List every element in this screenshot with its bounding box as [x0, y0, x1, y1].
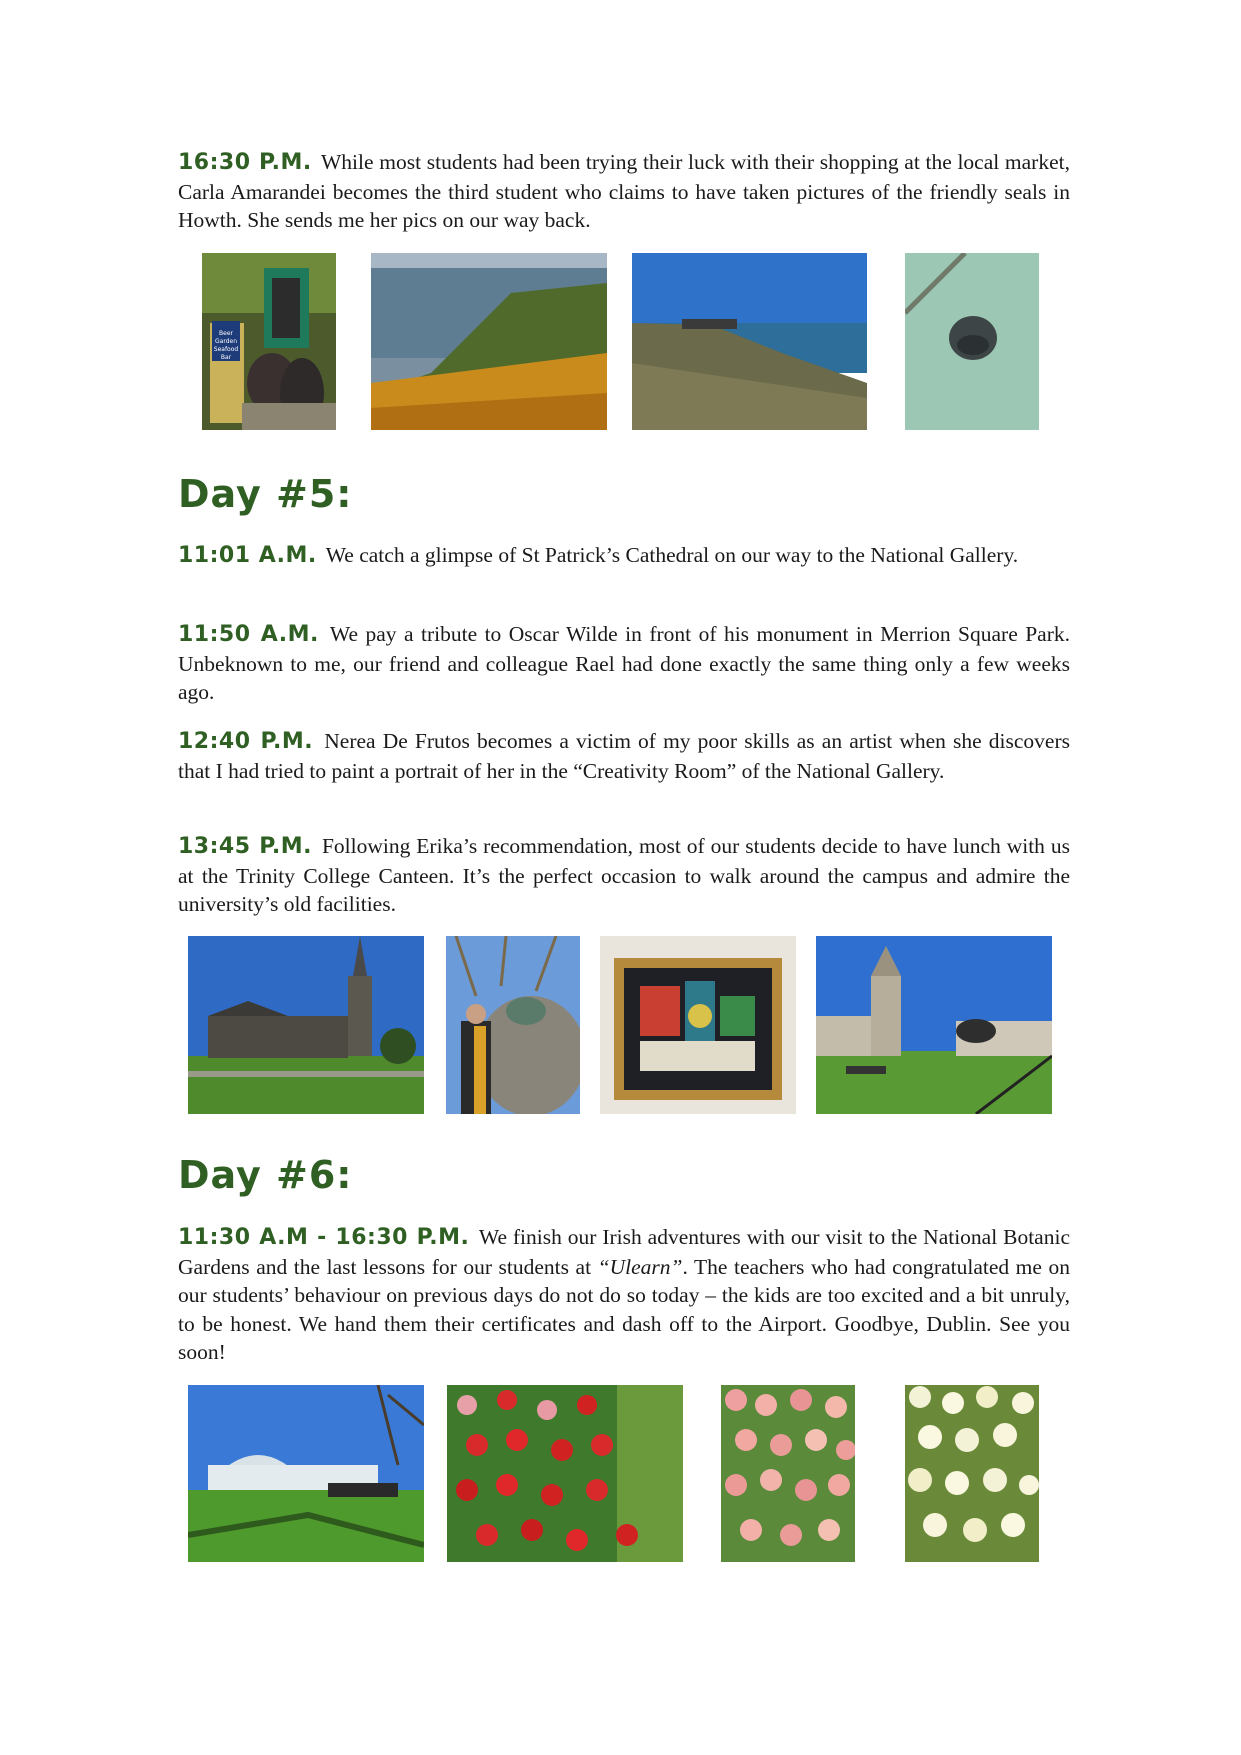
- photo-gallery-painting: [600, 936, 796, 1114]
- photo-white-tulips: [905, 1385, 1039, 1562]
- photo-oscar-wilde-monument: [446, 936, 580, 1114]
- entry-time: 12:40 P.M.: [178, 729, 314, 754]
- entry-16-30: [178, 148, 1070, 235]
- entry-time: 16:30 P.M.: [178, 150, 312, 175]
- svg-text:Bar: Bar: [220, 354, 232, 361]
- entry-time: 11:01 A.M.: [178, 543, 317, 568]
- svg-text:Garden: Garden: [215, 338, 237, 345]
- entry-time: 13:45 P.M.: [178, 834, 312, 859]
- photo-seal-harbour: [905, 253, 1039, 430]
- svg-text:Beer: Beer: [219, 330, 233, 337]
- entry-11-50: [178, 620, 1070, 707]
- entry-time: 11:30 A.M - 16:30 P.M.: [178, 1225, 470, 1250]
- entry-text-before: We finish our Irish adventures with our visit to the National Botanic Gardens and the last lessons for our students at: [178, 1225, 1070, 1279]
- photo-cliff-walk-group: [632, 253, 867, 430]
- entry-12-40: [178, 727, 1070, 785]
- entry-text: While most students had been trying their luck with their shopping at the local market, Carla Amarandei becomes the third student who claims to have taken pictures of the friendly seals in Howth. She sends me her pics on our way back.: [178, 150, 1070, 232]
- photo-pink-tulips: [721, 1385, 855, 1562]
- photo-red-tulips: [447, 1385, 683, 1562]
- entry-text: Following Erika’s recommendation, most of our students decide to have lunch with us at the Trinity College Canteen. It’s the perfect occasion to walk around the campus and admire the university’s old facilities.: [178, 834, 1070, 916]
- entry-text: Nerea De Frutos becomes a victim of my poor skills as an artist when she discovers that I had tried to paint a portrait of her in the “Creativity Room” of the National Gallery.: [178, 729, 1070, 783]
- entry-text: We catch a glimpse of St Patrick’s Cathedral on our way to the National Gallery.: [325, 543, 1019, 567]
- entry-13-45: [178, 832, 1070, 919]
- day-6-heading: Day #6:: [178, 1153, 353, 1197]
- photo-st-patricks-cathedral: [188, 936, 424, 1114]
- photo-trinity-college: [816, 936, 1052, 1114]
- entry-time: 11:50 A.M.: [178, 622, 319, 647]
- photo-botanic-glasshouse: [188, 1385, 424, 1562]
- svg-text:Seafood: Seafood: [213, 346, 239, 353]
- entry-text-after: . The teachers who had congratulated me on our students’ behaviour on previous days do not do so today – the kids are too excited and a bit unruly, to be honest. We hand them their certificates and dash off to the Airport. Goodbye, Dublin. See you soon!: [178, 1254, 1070, 1364]
- day-5-heading: Day #5:: [178, 472, 353, 516]
- entry-text: We pay a tribute to Oscar Wilde in front of his monument in Merrion Square Park. Unbeknown to me, our friend and colleague Rael had done exactly the same thing only a few weeks ago.: [178, 622, 1070, 704]
- entry-text-italic: “Ulearn”: [597, 1254, 683, 1279]
- entry-11-30-16-30: [178, 1223, 1070, 1367]
- photo-cliffs-gorse: [371, 253, 607, 430]
- entry-11-01: [178, 541, 1070, 571]
- photo-beer-garden-stairs: [202, 253, 336, 430]
